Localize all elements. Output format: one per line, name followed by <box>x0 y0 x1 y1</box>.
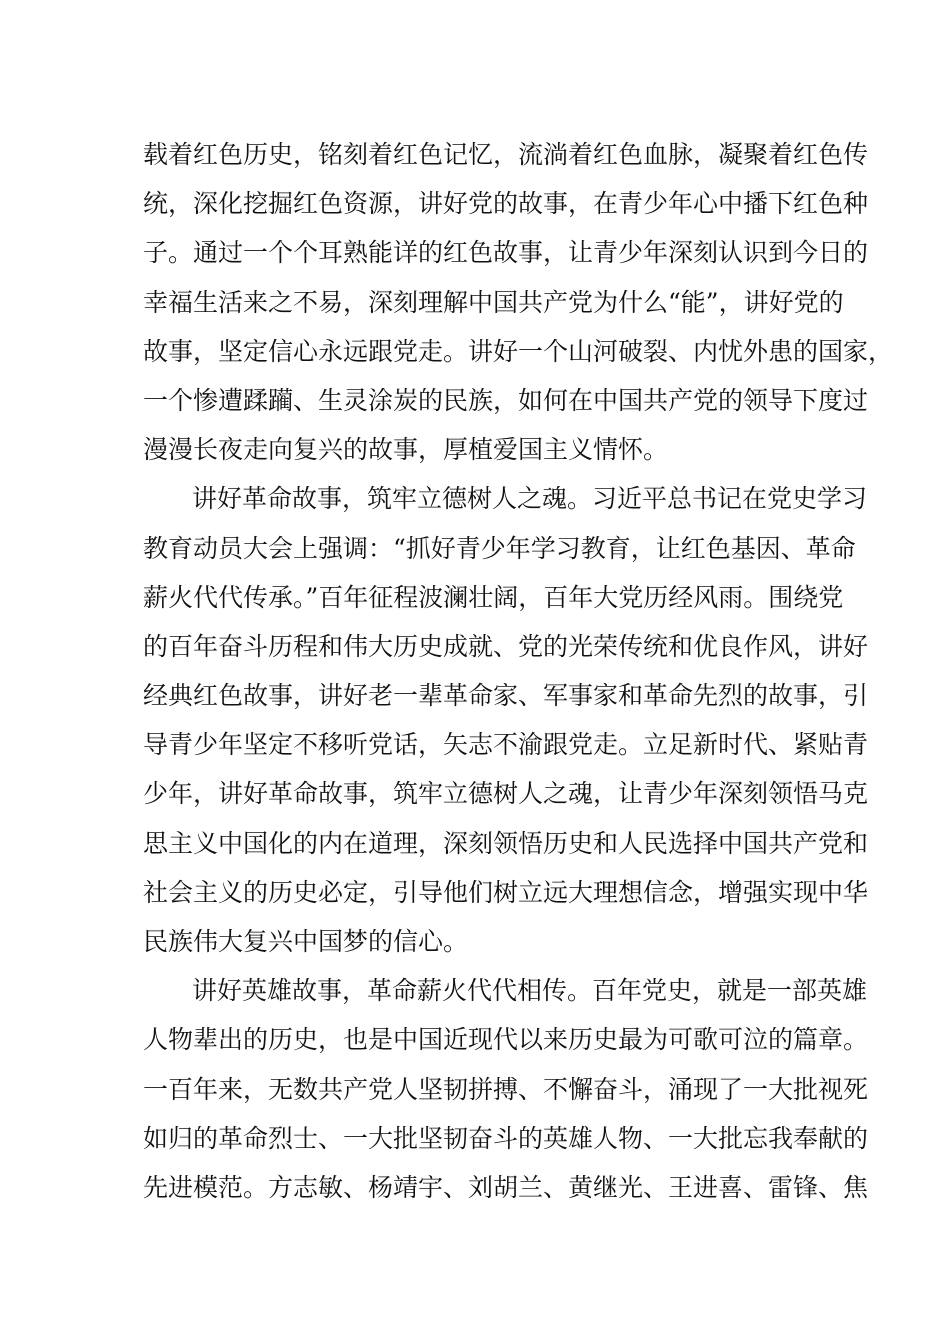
paragraph-3-line-3: 一百年来，无数共产党人坚韧拼搏、不懈奋斗，涌现了一大批视死 <box>143 1074 869 1104</box>
paragraph-2-line-9: 社会主义的历史必定，引导他们树立远大理想信念，增强实现中华 <box>143 877 869 907</box>
paragraph-1-line-2: 统，深化挖掘红色资源，讲好党的故事，在青少年心中播下红色种 <box>143 189 869 219</box>
document-body <box>143 130 894 1212</box>
paragraph-2-line-1: 讲好革命故事，筑牢立德树人之魂。习近平总书记在党史学习 <box>192 484 868 514</box>
paragraph-3-line-2: 人物辈出的历史，也是中国近现代以来历史最为可歌可泣的篇章。 <box>143 1025 869 1055</box>
paragraph-2-line-10: 民族伟大复兴中国梦的信心。 <box>143 927 469 956</box>
paragraph-3-line-5: 先进模范。方志敏、杨靖宇、刘胡兰、黄继光、王进喜、雷锋、焦 <box>143 1172 869 1202</box>
paragraph-3-line-4: 如归的革命烈士、一大批坚韧奋斗的英雄人物、一大批忘我奉献的 <box>143 1123 869 1153</box>
paragraph-1-line-1: 载着红色历史，铭刻着红色记忆，流淌着红色血脉，凝聚着红色传 <box>143 140 869 169</box>
paragraph-1-line-6: 一个惨遭蹂躏、生灵涂炭的民族，如何在中国共产党的领导下度过 <box>143 385 869 415</box>
paragraph-1-line-5: 故事，坚定信心永远跟党走。讲好一个山河破裂、内忧外患的国家， <box>143 336 894 366</box>
paragraph-2-line-2: 教育动员大会上强调：“抓好青少年学习教育，让红色基因、革命 <box>143 533 856 563</box>
paragraph-1-line-4: 幸福生活来之不易，深刻理解中国共产党为什么“能”，讲好党的 <box>143 287 844 317</box>
paragraph-2-line-7: 少年，讲好革命故事，筑牢立德树人之魂，让青少年深刻领悟马克 <box>143 779 869 809</box>
paragraph-2-line-4: 的百年奋斗历程和伟大历史成就、党的光荣传统和优良作风，讲好 <box>143 631 869 661</box>
paragraph-2-line-6: 导青少年坚定不移听党话，矢志不渝跟党走。立足新时代、紧贴青 <box>143 730 869 760</box>
paragraph-1-line-3: 子。通过一个个耳熟能详的红色故事，让青少年深刻认识到今日的 <box>143 238 869 268</box>
paragraph-3-line-1: 讲好英雄故事，革命薪火代代相传。百年党史，就是一部英雄 <box>192 976 868 1006</box>
paragraph-2-line-3: 薪火代代传承。”百年征程波澜壮阔，百年大党历经风雨。围绕党 <box>143 582 844 612</box>
paragraph-2-line-5: 经典红色故事，讲好老一辈革命家、军事家和革命先烈的故事，引 <box>143 681 869 711</box>
paragraph-1-line-7: 漫漫长夜走向复兴的故事，厚植爱国主义情怀。 <box>143 435 669 465</box>
paragraph-2-line-8: 思主义中国化的内在道理，深刻领悟历史和人民选择中国共产党和 <box>143 828 869 858</box>
